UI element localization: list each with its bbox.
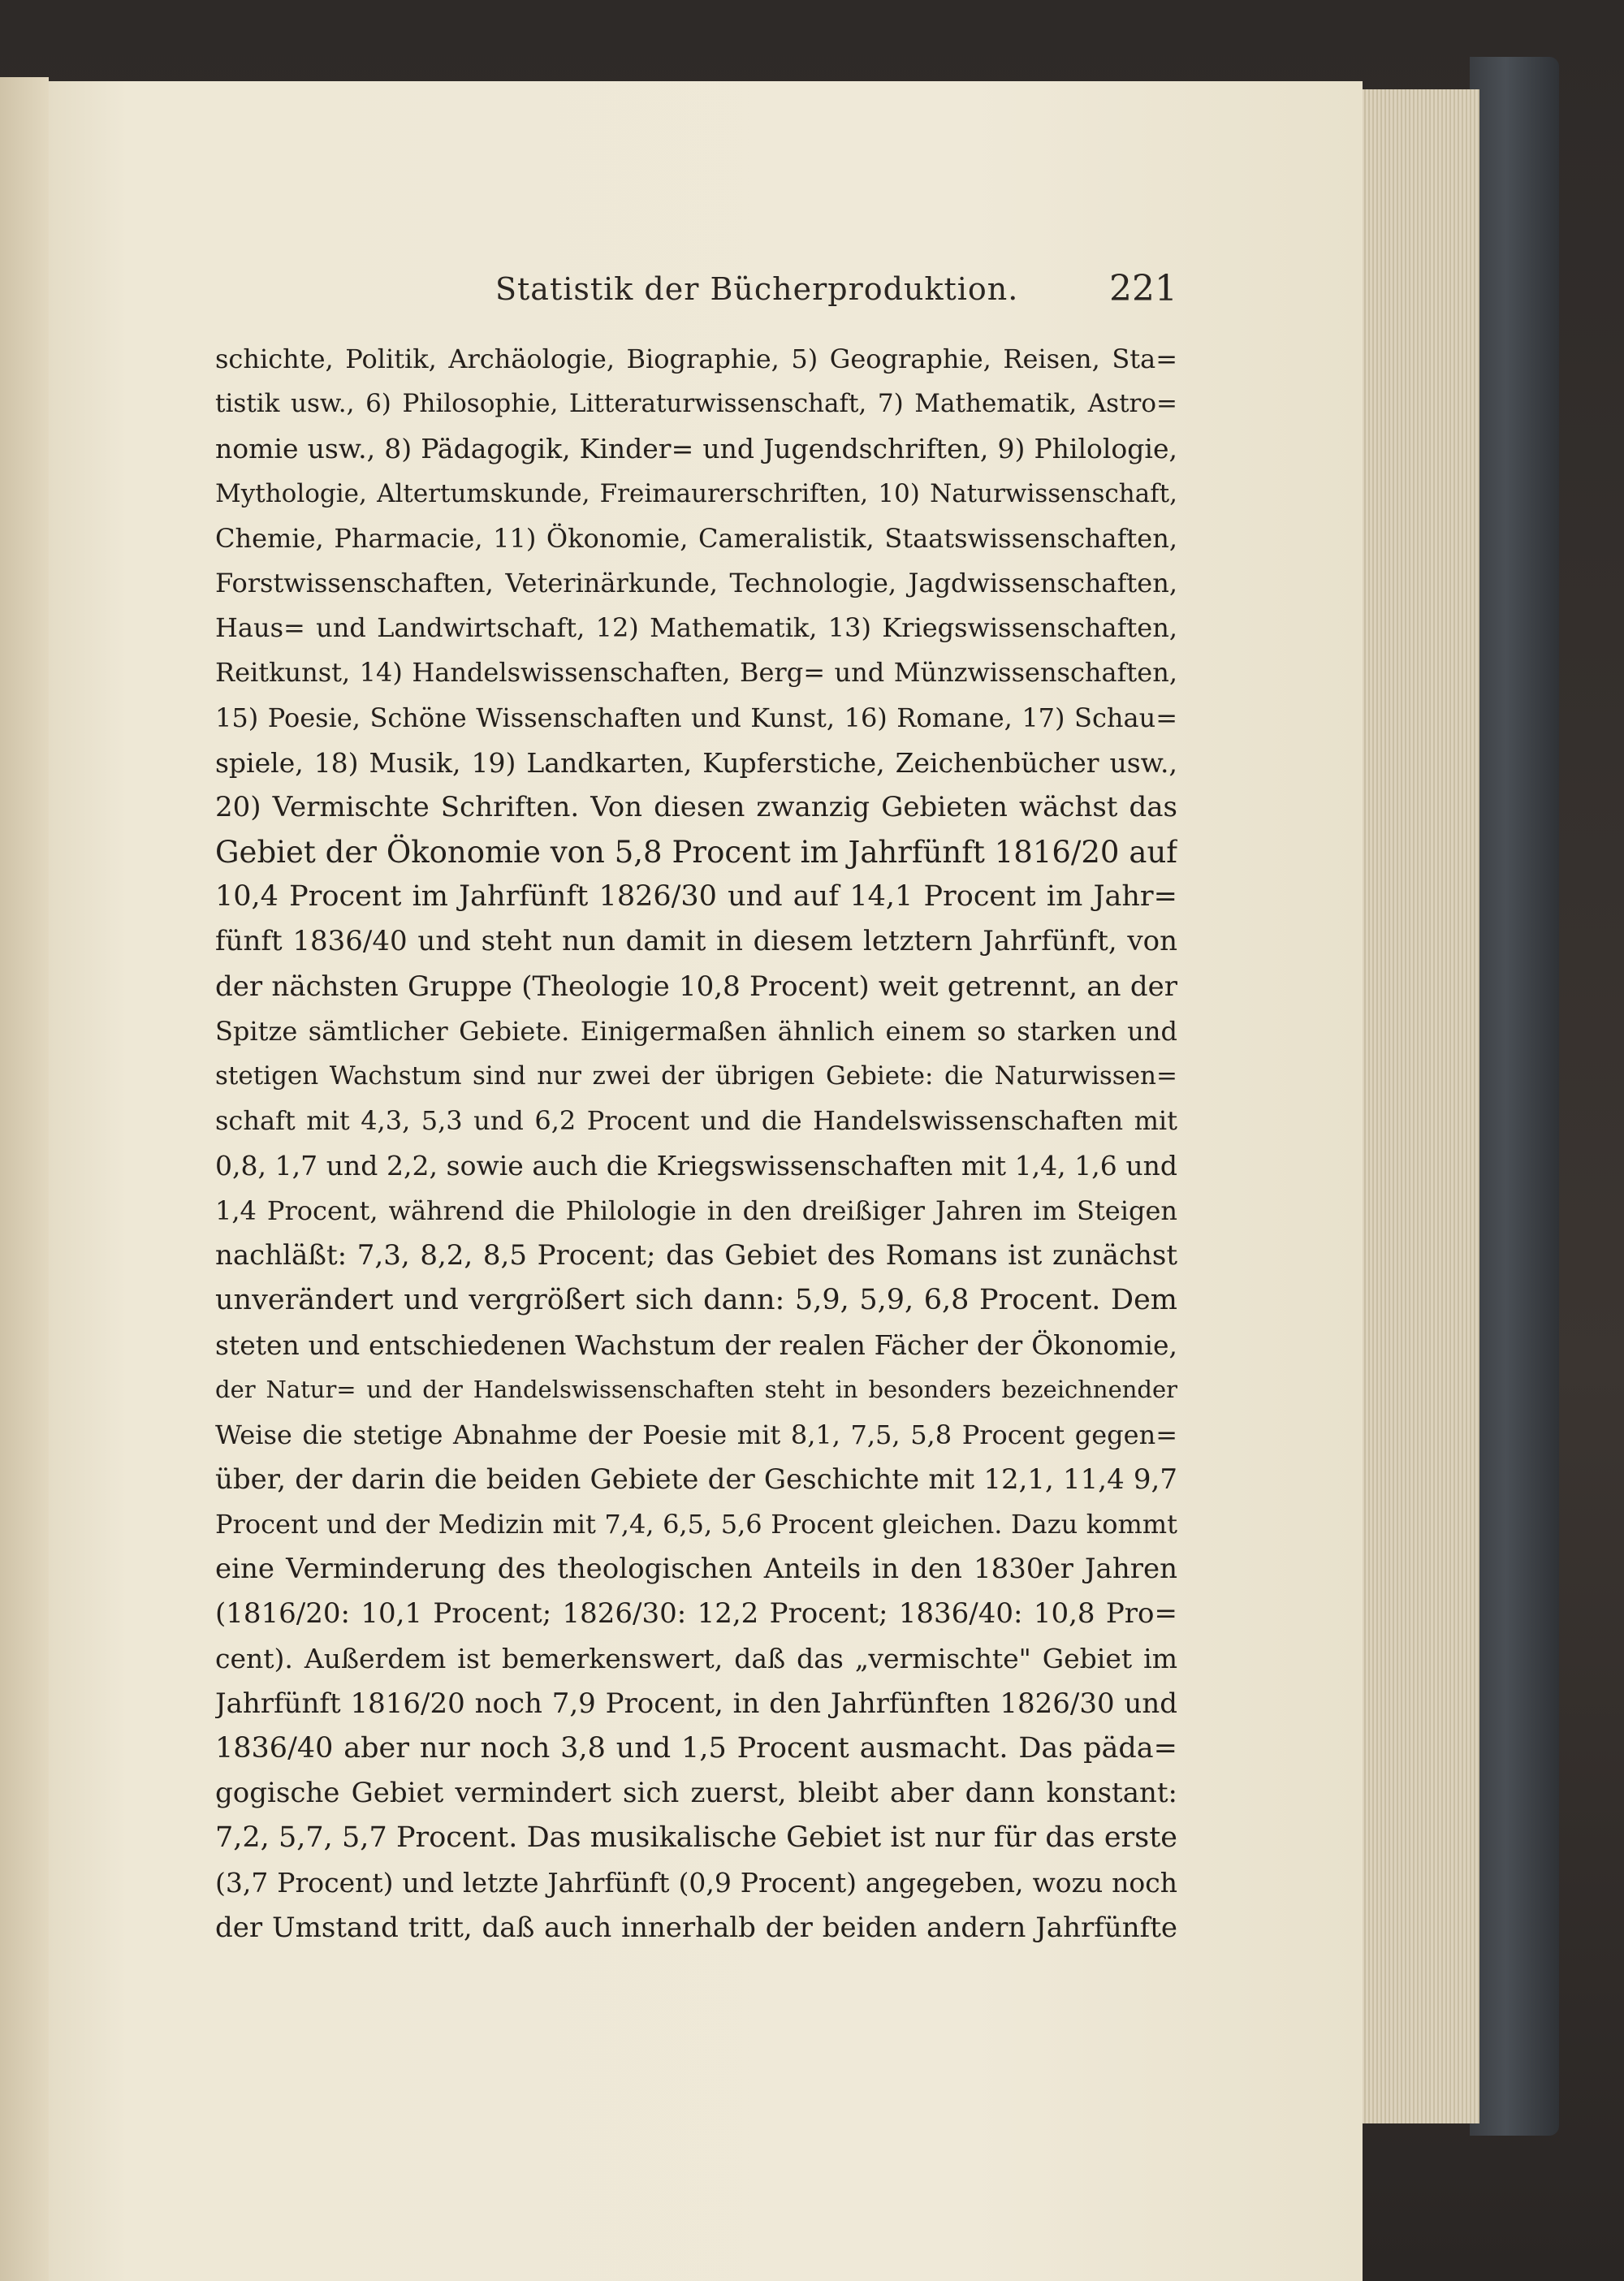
text-line: Weise die stetige Abnahme der Poesie mit 8,1, 7,5, 5,8 Procent gegen= [215,1419,1177,1450]
text-line: 20) Vermischte Schriften. Von diesen zwanzig Gebieten wächst das [215,790,1177,823]
text-line: Procent und der Medizin mit 7,4, 6,5, 5,6 Procent gleichen. Dazu kommt [215,1508,1177,1540]
page-header [219,268,1177,325]
text-line: stetigen Wachstum sind nur zwei der übrigen Gebiete: die Naturwissen= [215,1061,1177,1091]
text-line: nomie usw., 8) Pädagogik, Kinder= und Jugendschriften, 9) Philologie, [215,433,1177,465]
text-line: gogische Gebiet vermindert sich zuerst, bleibt aber dann konstant: [215,1777,1177,1809]
text-line: Spitze sämtlicher Gebiete. Einigermaßen ähnlich einem so starken und [215,1015,1177,1047]
text-line: Mythologie, Altertumskunde, Freimaurerschriften, 10) Naturwissenschaft, [215,478,1177,508]
page-number: 221 [1109,268,1177,309]
text-line: 10,4 Procent im Jahrfünft 1826/30 und auf 14,1 Procent im Jahr= [215,880,1177,914]
text-line: Haus= und Landwirtschaft, 12) Mathematik, 13) Kriegswissenschaften, [215,612,1177,644]
text-line: der nächsten Gruppe (Theologie 10,8 Procent) weit getrennt, an der [215,970,1177,1003]
text-line: tistik usw., 6) Philosophie, Litteraturwissenschaft, 7) Mathematik, Astro= [215,389,1177,419]
text-line: 1,4 Procent, während die Philologie in den dreißiger Jahren im Steigen [215,1195,1177,1226]
text-line: Jahrfünft 1816/20 noch 7,9 Procent, in den Jahrfünften 1826/30 und [215,1687,1177,1720]
text-line: 0,8, 1,7 und 2,2, sowie auch die Kriegswissenschaften mit 1,4, 1,6 und [215,1150,1177,1182]
text-line: Reitkunst, 14) Handelswissenschaften, Berg= und Münzwissenschaften, [215,657,1177,689]
text-line: schichte, Politik, Archäologie, Biographie, 5) Geographie, Reisen, Sta= [215,343,1177,374]
book-cover [1470,57,1559,2136]
text-line: Forstwissenschaften, Veterinärkunde, Technologie, Jagdwissenschaften, [215,567,1177,598]
text-line: schaft mit 4,3, 5,3 und 6,2 Procent und die Handelswissenschaften mit [215,1105,1177,1137]
text-line: unverändert und vergrößert sich dann: 5,9, 5,9, 6,8 Procent. Dem [215,1283,1177,1316]
text-line: (3,7 Procent) und letzte Jahrfünft (0,9 Procent) angegeben, wozu noch [215,1867,1177,1899]
text-line: 1836/40 aber nur noch 3,8 und 1,5 Procent ausmacht. Das päda= [215,1731,1177,1765]
body-text [215,337,1177,1951]
text-line: cent). Außerdem ist bemerkenswert, daß das „vermischte" Gebiet im [215,1643,1177,1675]
text-line: eine Verminderung des theologischen Anteils in den 1830er Jahren [215,1553,1177,1586]
text-line: 7,2, 5,7, 5,7 Procent. Das musikalische Gebiet ist nur für das erste [215,1821,1177,1855]
text-line: nachläßt: 7,3, 8,2, 8,5 Procent; das Gebiet des Romans ist zunächst [215,1238,1177,1272]
text-line: der Umstand tritt, daß auch innerhalb der beiden andern Jahrfünfte [215,1911,1177,1944]
text-line: steten und entschiedenen Wachstum der realen Fächer der Ökonomie, [215,1329,1177,1362]
text-line: der Natur= und der Handelswissenschaften steht in besonders bezeichnender [215,1376,1177,1404]
text-line: Chemie, Pharmacie, 11) Ökonomie, Cameralistik, Staatswissenschaften, [215,522,1177,554]
text-line: Gebiet der Ökonomie von 5,8 Procent im Jahrfünft 1816/20 auf [215,835,1177,870]
text-line: 15) Poesie, Schöne Wissenschaften und Kunst, 16) Romane, 17) Schau= [215,702,1177,733]
page-block-edges [1358,89,1479,2123]
text-line: (1816/20: 10,1 Procent; 1826/30: 12,2 Procent; 1836/40: 10,8 Pro= [215,1597,1177,1631]
text-line: spiele, 18) Musik, 19) Landkarten, Kupferstiche, Zeichenbücher usw., [215,746,1177,779]
text-line: über, der darin die beiden Gebiete der Geschichte mit 12,1, 11,4 9,7 [215,1462,1177,1496]
facing-page-edge [0,77,49,2281]
text-line: fünft 1836/40 und steht nun damit in diesem letztern Jahrfünft, von [215,925,1177,958]
running-head: Statistik der Bücherproduktion. [495,271,1019,307]
